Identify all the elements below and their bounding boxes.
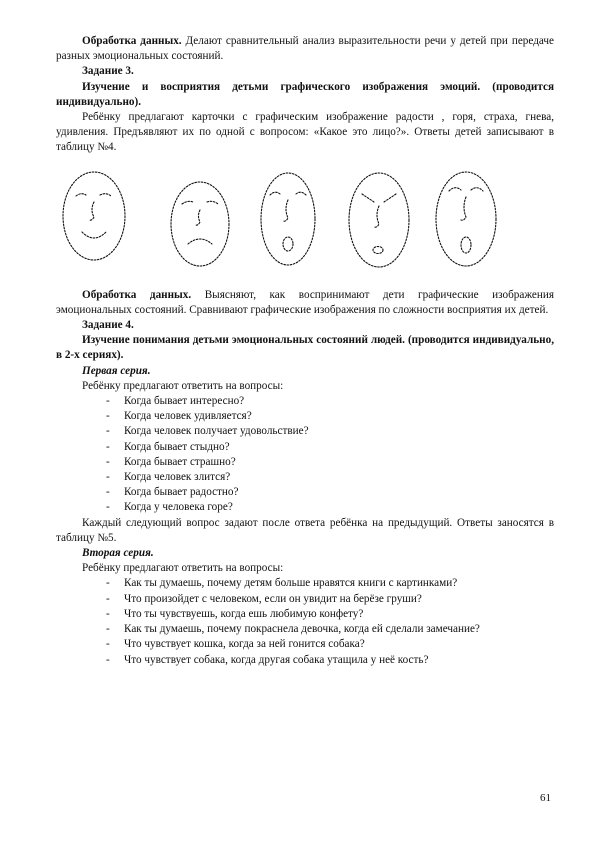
series2-title: Вторая серия. [82, 547, 154, 560]
processing-paragraph-1 [56, 34, 554, 64]
page-number: 61 [540, 792, 551, 804]
list-item: - Когда бывает страшно? [106, 455, 554, 470]
task4-title: Задание 4. [82, 319, 134, 332]
series1-note: Каждый следующий вопрос задают после ответа ребёнка на предыдущий. Ответы заносятся в таблицу №5. [56, 516, 554, 544]
face-anger-icon [349, 173, 409, 267]
series1-question-list [56, 394, 554, 516]
series2-intro: Ребёнку предлагают ответить на вопросы: [82, 562, 284, 575]
page-content [56, 34, 554, 668]
face-joy-icon [63, 172, 125, 260]
face-surprise-icon [436, 172, 496, 266]
list-item: - Как ты думаешь, почему детям больше нравятся книги с картинками? [106, 576, 554, 591]
processing-text-2: Выясняют, как воспринимают дети графические изображения эмоциональных состояний. Сравнивают графические изображения по сложности восприятия их детей. [56, 288, 555, 316]
list-item: - Когда бывает интересно? [106, 394, 554, 409]
series1-title: Первая серия. [82, 364, 151, 377]
list-item: - Когда человек удивляется? [106, 409, 554, 424]
processing-paragraph-2 [56, 288, 554, 318]
processing-label-2: Обработка данных. [82, 288, 192, 301]
emotion-faces-figure [56, 164, 554, 282]
list-item: - Что чувствует собака, когда другая собака утащила у неё кость? [106, 653, 554, 668]
task3-text: Ребёнку предлагают карточки с графическим изображение радости , горя, страха, гнева, удивления. Предъявляют их по одной с вопросом: «Какое это лицо?». Ответы детей записывают в таблицу №4. [56, 111, 554, 154]
processing-text-1: Делают сравнительный анализ выразительности речи у детей при передаче разных эмоциональных состояний. [56, 35, 554, 63]
task3-description: Изучение и восприятия детьми графического изображения эмоций. (проводится индивидуально). [56, 80, 554, 108]
list-item: - Когда бывает радостно? [106, 485, 554, 500]
series2-question-list [56, 576, 554, 667]
face-sorrow-icon [171, 182, 229, 266]
list-item: - Когда человек злится? [106, 470, 554, 485]
list-item: - Когда человек получает удовольствие? [106, 424, 554, 439]
processing-label-1: Обработка данных. [82, 35, 182, 47]
list-item: - Когда бывает стыдно? [106, 440, 554, 455]
list-item: - Когда у человека горе? [106, 500, 554, 515]
task4-description: Изучение понимания детьми эмоциональных состояний людей. (проводится индивидуально, в 2-х сериях). [56, 334, 554, 362]
list-item: - Как ты думаешь, почему покраснела девочка, когда ей сделали замечание? [106, 622, 554, 637]
list-item: - Что произойдет с человеком, если он увидит на берёзе груши? [106, 592, 554, 607]
list-item: - Что чувствует кошка, когда за ней гонится собака? [106, 637, 554, 652]
face-fear-icon [261, 173, 315, 265]
series1-intro: Ребёнку предлагают ответить на вопросы: [82, 379, 284, 392]
task3-title: Задание 3. [82, 65, 134, 78]
list-item: - Что ты чувствуешь, когда ешь любимую конфету? [106, 607, 554, 622]
